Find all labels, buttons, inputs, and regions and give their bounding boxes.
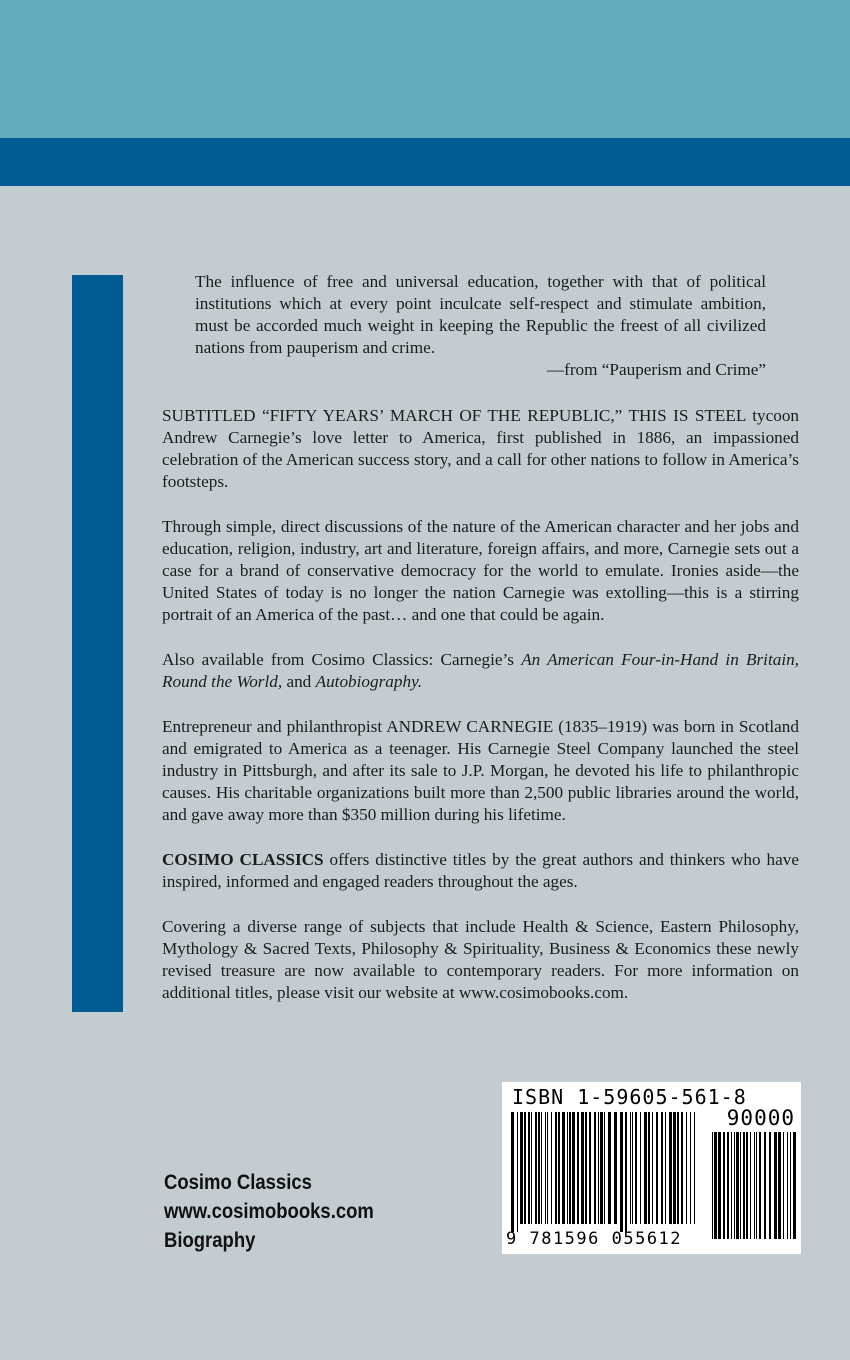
barcode-bar xyxy=(661,1112,663,1224)
barcode-bar xyxy=(541,1112,542,1224)
cosimo-rest: offers distinctive titles by the great authors and thinkers who have inspired, informed and engaged readers throughout the ages. xyxy=(162,850,799,891)
barcode-bar xyxy=(585,1112,587,1224)
also-and: and xyxy=(282,672,316,691)
barcode-bar xyxy=(677,1112,679,1224)
barcode-bar xyxy=(640,1112,641,1224)
barcode-bar xyxy=(558,1112,560,1224)
top-color-band xyxy=(0,0,850,138)
barcode-bar xyxy=(555,1112,557,1224)
barcode-bar xyxy=(656,1112,658,1224)
barcode-bar xyxy=(734,1132,735,1239)
barcode-bar xyxy=(520,1112,523,1224)
barcode-bar xyxy=(750,1132,751,1239)
barcode-bar xyxy=(787,1132,788,1239)
barcode-bar xyxy=(630,1112,631,1224)
barcode-bar xyxy=(608,1112,611,1224)
barcode-bar xyxy=(648,1112,650,1224)
publisher-website: www.cosimobooks.com xyxy=(164,1200,374,1223)
book-category: Biography xyxy=(164,1229,256,1252)
also-available-paragraph xyxy=(162,649,799,693)
barcode-bar xyxy=(764,1132,766,1239)
barcode-bar xyxy=(731,1132,732,1239)
subtitle-lead: SUBTITLED “FIFTY YEARS’ MARCH OF THE REPUBLIC,” THIS IS STEEL xyxy=(162,406,746,425)
publisher-name: Cosimo Classics xyxy=(164,1171,312,1194)
price-code: 90000 xyxy=(726,1106,795,1130)
discussion-paragraph: Through simple, direct discussions of the nature of the American character and her jobs and education, religion, industry, art and literature, foreign affairs, and more, Carnegie sets out a case for a brand of conservative democracy for the world to emulate. Ironies aside—the United States of today is no longer the nation Carnegie was extolling—this is a stirring portrait of an America of the past… and one that could be again. xyxy=(162,517,799,624)
barcode-bar xyxy=(562,1112,565,1224)
barcode-bar xyxy=(756,1132,757,1239)
cosimo-paragraph xyxy=(162,849,799,893)
barcode-bar xyxy=(551,1112,552,1224)
barcode-bar xyxy=(793,1132,796,1239)
barcode-bars-addon xyxy=(711,1132,797,1247)
barcode-bar xyxy=(535,1112,537,1224)
barcode-bar xyxy=(652,1112,653,1224)
quote-attribution: —from “Pauperism and Crime” xyxy=(546,360,766,379)
barcode-bar xyxy=(528,1112,530,1224)
barcode-bar xyxy=(694,1112,695,1224)
barcode-bar xyxy=(783,1132,784,1239)
covering-paragraph: Covering a diverse range of subjects that include Health & Science, Eastern Philosophy, Mythology & Sacred Texts, Philosophy & Spirituality, Business & Economics these newly revised treasure are now available to contemporary readers. For more information on additional titles, please visit our website at www.cosimobooks.com. xyxy=(162,917,799,1002)
barcode-bar xyxy=(740,1132,741,1239)
barcode-bar xyxy=(600,1112,603,1224)
barcode-bar xyxy=(569,1112,571,1224)
barcode-bar xyxy=(673,1112,676,1224)
barcode-bar xyxy=(644,1112,647,1224)
barcode-bar xyxy=(572,1112,575,1224)
barcode-bar xyxy=(743,1132,745,1239)
barcode-bar xyxy=(589,1112,591,1224)
barcode-bar xyxy=(594,1112,596,1224)
cosimo-bold: COSIMO CLASSICS xyxy=(162,850,324,869)
barcode-bar xyxy=(577,1112,579,1224)
also-title-2: Autobiography. xyxy=(315,672,423,691)
barcode-bar xyxy=(581,1112,584,1224)
barcode-bars-main xyxy=(510,1112,700,1232)
barcode-bar xyxy=(769,1132,771,1239)
barcode-bar xyxy=(714,1132,717,1239)
barcode-bar xyxy=(545,1112,546,1224)
barcode-bar xyxy=(669,1112,672,1224)
back-cover-text xyxy=(162,271,799,1004)
barcode-bar xyxy=(790,1132,791,1239)
isbn-barcode xyxy=(502,1082,801,1254)
barcode-bar xyxy=(531,1112,532,1224)
barcode-bar xyxy=(524,1112,526,1224)
barcode-bar xyxy=(727,1132,729,1239)
also-prefix: Also available from Cosimo Classics: Carnegie’s xyxy=(162,650,522,669)
author-bio-paragraph: Entrepreneur and philanthropist ANDREW CARNEGIE (1835–1919) was born in Scotland and emigrated to America as a teenager. His Carnegie Steel Company launched the steel industry in Pittsburgh, and after its sale to J.P. Morgan, he devoted his life to philanthropic causes. His charitable organizations built more than 2,500 public libraries around the world, and gave away more than $350 million during his lifetime. xyxy=(162,717,799,824)
barcode-bar xyxy=(681,1112,683,1224)
barcode-bar xyxy=(625,1112,627,1232)
barcode-bar xyxy=(690,1112,691,1224)
description-paragraph xyxy=(162,405,799,493)
barcode-bar xyxy=(774,1132,777,1239)
barcode-bar xyxy=(604,1112,605,1224)
barcode-bar xyxy=(759,1132,761,1239)
epigraph-quote xyxy=(162,271,799,359)
isbn-number: ISBN 1-59605-561-8 xyxy=(512,1085,747,1109)
ean-number: 9 781596 055612 xyxy=(506,1229,683,1249)
barcode-bar xyxy=(718,1132,721,1239)
barcode-bar xyxy=(635,1112,637,1224)
barcode-bar xyxy=(665,1112,666,1224)
barcode-bar xyxy=(778,1132,781,1239)
barcode-bar xyxy=(517,1112,518,1232)
barcode-bar xyxy=(712,1132,713,1239)
barcode-bar xyxy=(746,1132,748,1239)
barcode-bar xyxy=(736,1132,739,1239)
subtitle-rest: tycoon Andrew Carnegie’s love letter to America, first published in 1886, an impassioned celebration of the American success story, and a call for other nations to follow in America’s footsteps. xyxy=(162,406,800,491)
barcode-bar xyxy=(686,1112,687,1224)
barcode-bar xyxy=(511,1112,514,1232)
barcode-bar xyxy=(620,1112,623,1232)
barcode-bar xyxy=(567,1112,568,1224)
top-dark-band xyxy=(0,138,850,186)
also-title-1: An American Four-in-Hand in Britain, Round the World, xyxy=(162,650,799,691)
barcode-bar xyxy=(547,1112,548,1224)
barcode-bar xyxy=(754,1132,755,1239)
side-accent-bar xyxy=(72,275,123,1012)
barcode-bar xyxy=(538,1112,540,1224)
barcode-bar xyxy=(598,1112,599,1224)
publisher-info xyxy=(164,1168,374,1255)
barcode-bar xyxy=(723,1132,725,1239)
barcode-bar xyxy=(614,1112,617,1224)
barcode-bar xyxy=(632,1112,633,1224)
quote-text: The influence of free and universal education, together with that of political institutions which at every point inculcate self-respect and stimulate ambition, must be accorded much weight in keeping the Republic the freest of all civilized nations from pauperism and crime. xyxy=(195,272,766,357)
